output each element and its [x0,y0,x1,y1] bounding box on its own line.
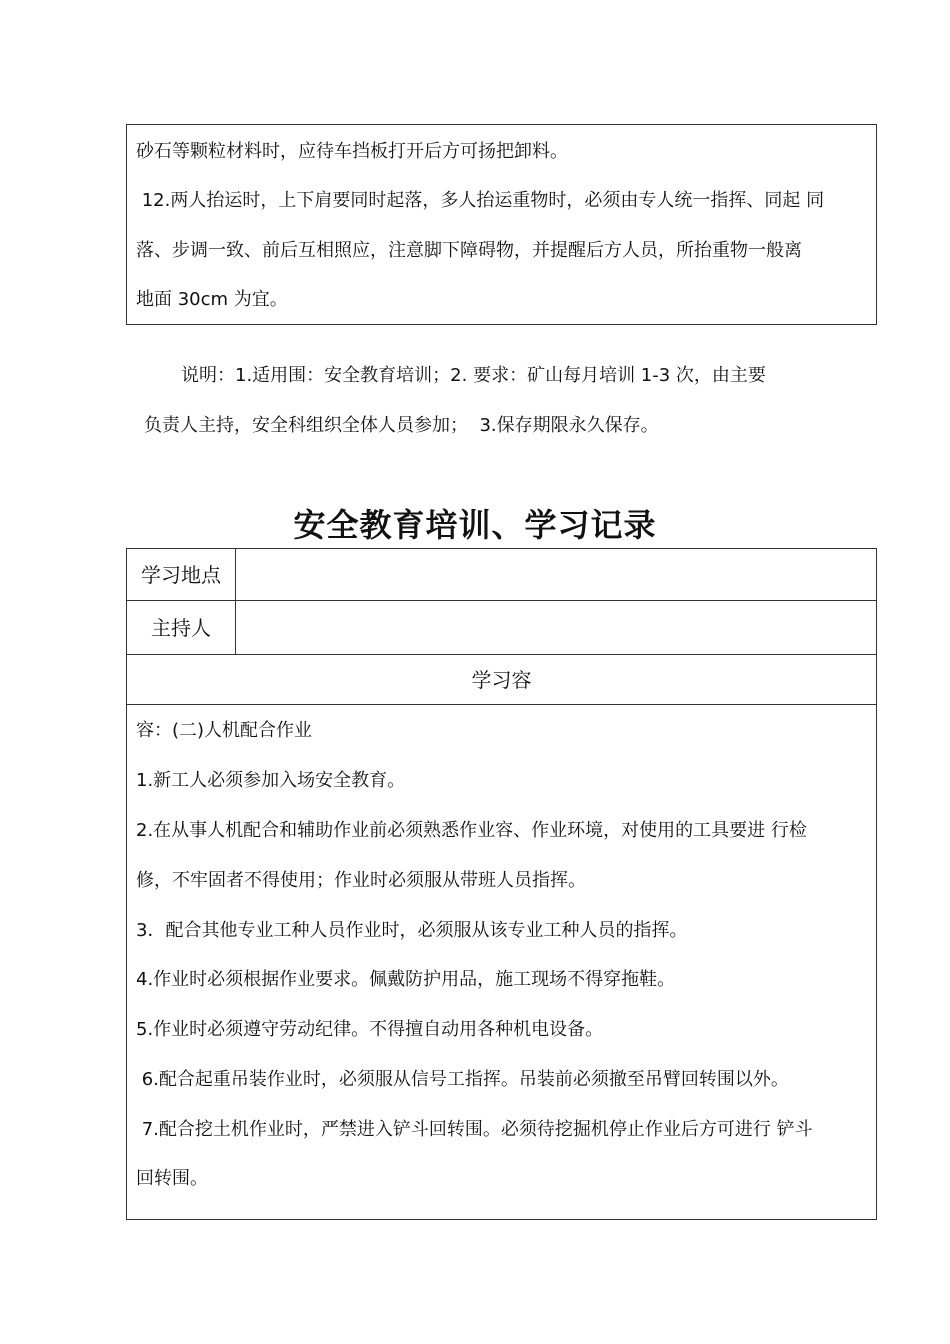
content-line: 12.两人抬运时，上下肩要同时起落，多人抬运重物时，必须由专人统一指挥、同起 同 [136,190,825,211]
note-line-1: 说明：1.适用围：安全教育培训；2. 要求：矿山每月培训 1-3 次，由主要 [181,365,766,386]
content-line: 砂石等颗粒材料时，应待车挡板打开后方可扬把卸料。 [136,141,568,162]
place-label: 学习地点 [141,563,221,587]
content-line: 1.新工人必须参加入场安全教育。 [136,770,406,791]
row-divider [126,704,877,705]
content-line: 3．配合其他专业工种人员作业时，必须服从该专业工种人员的指挥。 [136,920,688,941]
host-label: 主持人 [151,616,211,640]
record-title: 安全教育培训、学习记录 [293,506,657,544]
content-line: 6.配合起重吊装作业时，必须服从信号工指挥。吊装前必须撤至吊臂回转围以外。 [136,1069,789,1090]
content-line: 容：(二)人机配合作业 [136,720,313,741]
content-line: 2.在从事人机配合和辅助作业前必须熟悉作业容、作业环境，对使用的工具要进 行检 [136,820,807,841]
content-line: 7.配合挖土机作业时，严禁进入铲斗回转围。必须待挖掘机停止作业后方可进行 铲斗 [136,1119,813,1140]
content-line: 5.作业时必须遵守劳动纪律。不得擅自动用各种机电设备。 [136,1019,604,1040]
content-line: 落、步调一致、前后互相照应，注意脚下障碍物，并提醒后方人员，所抬重物一般离 [136,240,802,261]
row-divider [126,654,877,655]
content-line: 4.作业时必须根据作业要求。佩戴防护用品，施工现场不得穿拖鞋。 [136,969,676,990]
place-value[interactable] [236,561,876,589]
content-line: 回转围。 [136,1168,208,1189]
note-line-2: 负责人主持，安全科组织全体人员参加； 3.保存期限永久保存。 [144,415,659,436]
row-divider [126,600,877,601]
content-header: 学习容 [471,668,532,692]
content-line: 地面 30cm 为宜。 [136,289,288,310]
content-line: 修，不牢固者不得使用；作业时必须服从带班人员指挥。 [136,870,586,891]
host-value[interactable] [236,614,876,642]
